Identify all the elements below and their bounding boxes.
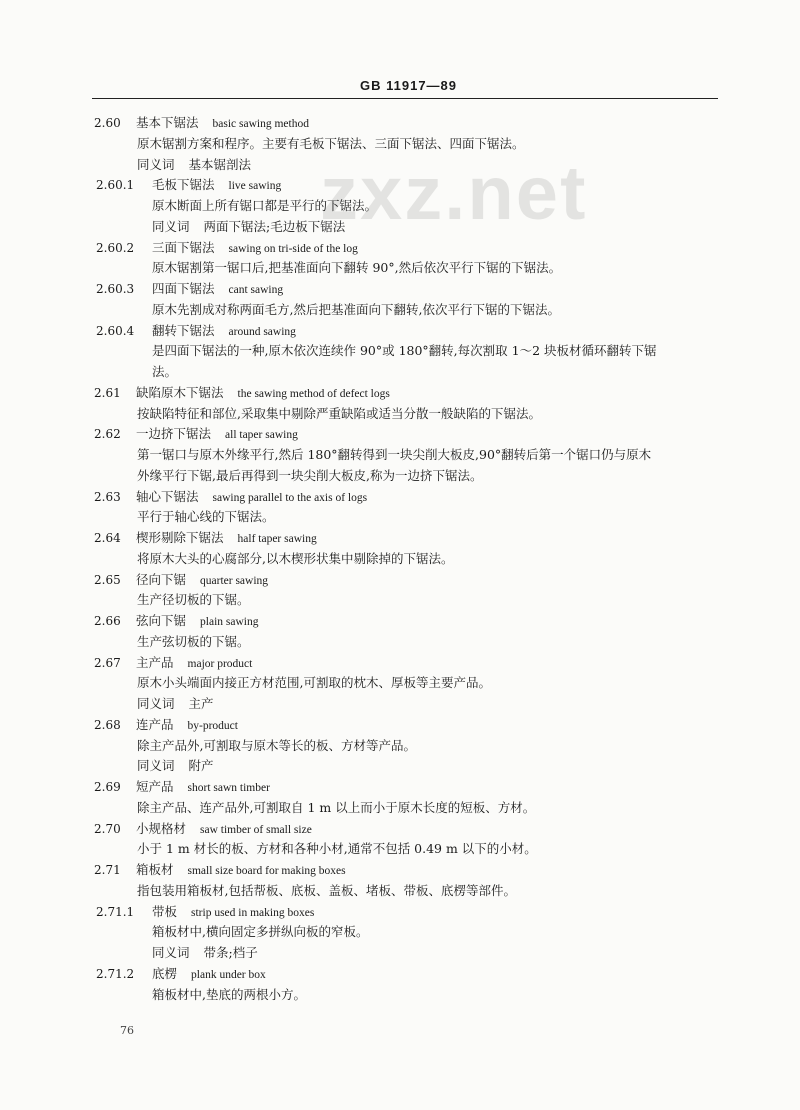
entry-number: 2.69 — [94, 780, 121, 794]
entry-term — [136, 529, 317, 548]
entry-number: 2.67 — [94, 655, 121, 670]
term-english: strip used in making boxes — [191, 906, 315, 919]
term-english: by-product — [187, 719, 238, 732]
entry-number: 2.60.2 — [96, 240, 135, 255]
entry-term — [136, 384, 390, 403]
entry-term — [136, 654, 252, 673]
entry-term — [136, 488, 367, 507]
term-chinese: 毛板下锯法 — [152, 177, 215, 193]
term-english: half taper sawing — [237, 533, 317, 545]
entry-number: 2.60.4 — [96, 323, 135, 338]
term-chinese: 缺陷原木下锯法 — [136, 384, 224, 400]
term-english: around sawing — [228, 325, 296, 338]
entry-term — [152, 176, 281, 195]
entry-term — [136, 778, 270, 797]
term-chinese: 弦向下锯 — [136, 613, 187, 628]
definition-text: 生产弦切板的下锯。 — [137, 633, 250, 649]
term-english: major product — [187, 657, 253, 670]
standard-code: GB 11917—89 — [360, 78, 458, 93]
definition-text: 法。 — [152, 364, 178, 379]
term-english: the sawing method of defect logs — [237, 387, 390, 400]
entry-number: 2.70 — [94, 821, 121, 836]
definition-text: 箱板材中,横向固定多拼纵向板的窄板。 — [152, 924, 369, 940]
entry-number: 2.68 — [94, 717, 121, 732]
synonym-value: 附产 — [188, 758, 214, 774]
definition-text: 将原木大头的心腐部分,以木楔形状集中剔除掉的下锯法。 — [137, 550, 454, 566]
term-chinese: 径向下锯 — [136, 571, 187, 587]
entry-term — [152, 965, 266, 984]
definition-text: 原木锯割方案和程序。主要有毛板下锯法、三面下锯法、四面下锯法。 — [137, 135, 525, 151]
term-chinese: 主产品 — [136, 654, 174, 670]
entry-number: 2.64 — [94, 531, 121, 545]
entry-number: 2.71 — [94, 863, 121, 877]
entry-term — [136, 425, 298, 444]
definition-text: 原木锯割第一锯口后,把基准面向下翻转 90°,然后依次平行下锯的下锯法。 — [152, 260, 562, 276]
term-english: small size board for making boxes — [187, 865, 346, 877]
definition-text: 按缺陷特征和部位,采取集中剔除严重缺陷或适当分散一般缺陷的下锯法。 — [137, 405, 541, 421]
term-english: short sawn timber — [187, 782, 270, 794]
term-chinese: 轴心下锯法 — [136, 488, 199, 504]
entry-term — [152, 239, 358, 258]
term-chinese: 连产品 — [136, 716, 174, 732]
entry-term — [136, 612, 258, 631]
entry-number: 2.66 — [94, 614, 121, 628]
synonym-label: 同义词 — [152, 218, 190, 234]
entry-term — [136, 716, 238, 735]
entry-term — [152, 322, 296, 341]
term-chinese: 短产品 — [136, 779, 174, 794]
entry-term — [152, 903, 314, 922]
definition-text: 除主产品、连产品外,可割取自 1 m 以上而小于原木长度的短板、方材。 — [137, 799, 536, 815]
term-english: all taper sawing — [225, 429, 298, 442]
term-chinese: 底楞 — [152, 965, 178, 981]
synonym-label: 同义词 — [137, 696, 175, 711]
entry-number: 2.60 — [94, 116, 121, 130]
term-english: plain sawing — [200, 616, 259, 628]
term-chinese: 小规格材 — [136, 820, 187, 836]
term-english: basic sawing method — [212, 118, 309, 130]
entry-number: 2.71.2 — [96, 966, 135, 981]
entry-term — [152, 280, 283, 299]
term-english: plank under box — [191, 968, 266, 981]
term-english: sawing on tri-side of the log — [228, 242, 358, 255]
synonym-value: 主产 — [188, 696, 214, 711]
term-english: live sawing — [228, 180, 282, 193]
definition-text: 外缘平行下锯,最后再得到一块尖削大板皮,称为一边挤下锯法。 — [137, 467, 483, 483]
entry-term — [136, 571, 268, 590]
definition-text: 箱板材中,垫底的两根小方。 — [152, 986, 306, 1002]
synonym-label: 同义词 — [152, 945, 190, 960]
definition-text: 除主产品外,可割取与原木等长的板、方材等产品。 — [137, 737, 416, 753]
term-chinese: 楔形剔除下锯法 — [136, 530, 224, 545]
entry-term — [136, 820, 312, 839]
synonym-value: 基本锯剖法 — [188, 156, 252, 172]
entry-number: 2.71.1 — [96, 904, 135, 919]
term-chinese: 翻转下锯法 — [152, 322, 215, 338]
synonym-line — [152, 944, 258, 962]
synonym-line — [152, 218, 345, 236]
entry-number: 2.61 — [94, 385, 121, 400]
page-number: 76 — [120, 1024, 134, 1037]
definition-text: 生产径切板的下锯。 — [137, 592, 250, 608]
term-english: cant sawing — [228, 284, 284, 296]
definition-text: 第一锯口与原木外缘平行,然后 180°翻转得到一块尖削大板皮,90°翻转后第一个锯口仍与原木 — [137, 447, 652, 462]
entry-number: 2.60.1 — [96, 178, 135, 193]
entry-term — [136, 861, 346, 880]
synonym-value: 带条;档子 — [203, 945, 258, 960]
page-header — [92, 76, 718, 99]
term-chinese: 四面下锯法 — [152, 281, 215, 296]
term-chinese: 基本下锯法 — [136, 115, 199, 130]
definition-text: 小于 1 m 材长的板、方材和各种小材,通常不包括 0.49 m 以下的小材。 — [137, 841, 537, 857]
synonym-line — [137, 695, 214, 713]
term-english: saw timber of small size — [200, 823, 312, 836]
synonym-line — [137, 757, 214, 775]
term-chinese: 三面下锯法 — [152, 239, 215, 255]
entry-number: 2.60.3 — [96, 282, 135, 296]
synonym-value: 两面下锯法;毛边板下锯法 — [203, 218, 346, 234]
watermark: zxz.net — [320, 151, 588, 236]
definition-text: 原木断面上所有锯口都是平行的下锯法。 — [152, 198, 378, 213]
term-chinese: 一边挤下锯法 — [136, 426, 212, 442]
definition-text: 指包装用箱板材,包括帮板、底板、盖板、堵板、带板、底楞等部件。 — [137, 882, 516, 898]
entry-number: 2.63 — [94, 489, 121, 504]
entry-number: 2.62 — [94, 427, 121, 442]
synonym-line — [137, 156, 251, 174]
entry-number: 2.65 — [94, 572, 121, 587]
entry-term — [136, 114, 309, 133]
definition-text: 平行于轴心线的下锯法。 — [137, 509, 275, 525]
term-english: quarter sawing — [200, 574, 269, 587]
synonym-label: 同义词 — [137, 758, 175, 774]
term-english: sawing parallel to the axis of logs — [212, 491, 368, 504]
definition-text: 是四面下锯法的一种,原木依次连续作 90°或 180°翻转,每次割取 1～2 块板材循环翻转下锯 — [152, 343, 657, 359]
definition-text: 原木小头端面内接正方材范围,可割取的枕木、厚板等主要产品。 — [137, 675, 491, 691]
definition-text: 原木先割成对称两面毛方,然后把基准面向下翻转,依次平行下锯的下锯法。 — [152, 301, 560, 317]
synonym-label: 同义词 — [137, 156, 175, 172]
term-chinese: 带板 — [152, 903, 178, 919]
term-chinese: 箱板材 — [136, 862, 174, 877]
